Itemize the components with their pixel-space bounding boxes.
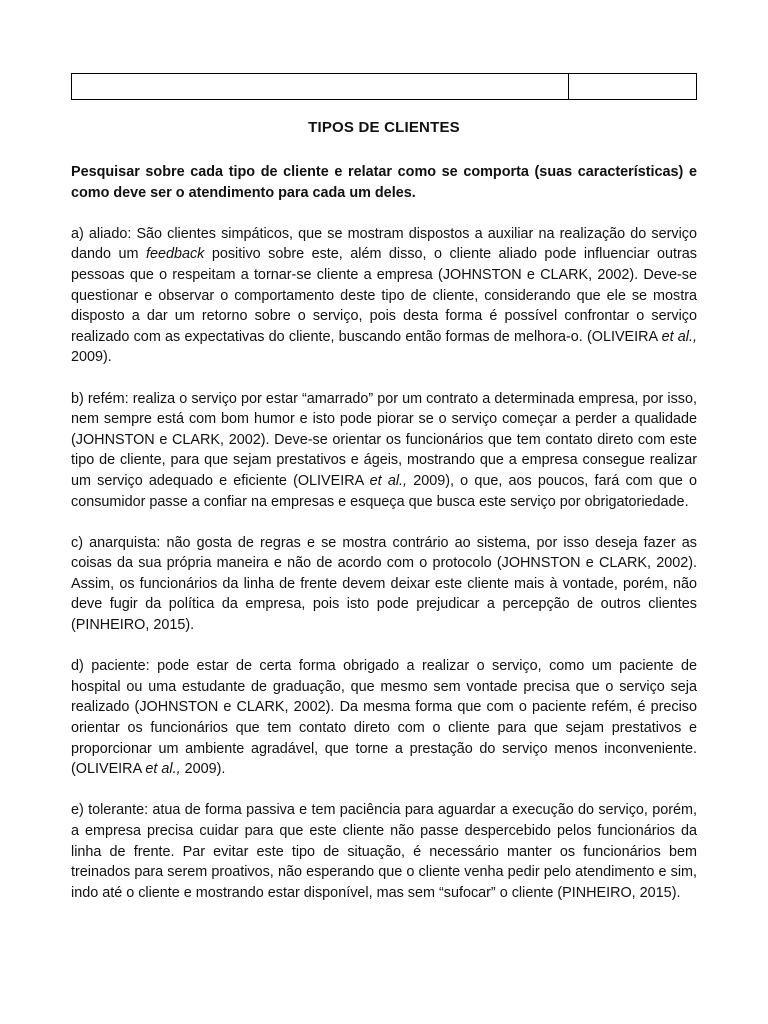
header-table	[71, 73, 697, 100]
italic-text: feedback	[145, 246, 205, 263]
italic-text: et al.,	[145, 761, 181, 778]
italic-text: et al.,	[661, 328, 697, 345]
paragraph-text: 2009).	[180, 761, 226, 778]
paragraph-text: 2009).	[71, 349, 112, 366]
paragraph-text: a) aliado: São clientes simpáticos, que se mostram dispostos a auxiliar na realização do serviço dando um	[71, 225, 697, 263]
paragraph-aliado	[71, 224, 697, 368]
paragraph-text: c) anarquista: não gosta de regras e se mostra contrário ao sistema, por isso deseja fazer as coisas da sua própria maneira e não de acordo com o protocolo (JOHNSTON e CLARK, 2002). Assim, os funcionários da linha de frente devem deixar este cliente mais à vontade, porém, não deve fugir da política da empresa, pois isto pode prejudicar a percepção de outros clientes (PINHEIRO, 2015).	[71, 534, 697, 634]
paragraph-anarquista	[71, 533, 697, 636]
paragraph-text: b) refém: realiza o serviço por estar “amarrado” por um contrato a determinada empresa, por isso, nem sempre está com bom humor e isto pode piorar se o serviço começar a perder a qualidade (JOHNSTON e CLARK, 2002). Deve-se orientar os funcionários que tem contato direto com este tipo de cliente, para que sejam prestativos e ágeis, mostrando que a empresa consegue realizar um serviço adequado e eficiente (OLIVEIRA	[71, 390, 697, 489]
intro-instruction: Pesquisar sobre cada tipo de cliente e relatar como se comporta (suas características) e como deve ser o atendimento para cada um deles.	[71, 164, 697, 201]
paragraph-text: d) paciente: pode estar de certa forma obrigado a realizar o serviço, como um paciente de hospital ou uma estudante de graduação, que mesmo sem vontade precisa que o serviço seja realizado (JOHNSTON e CLARK, 2002). Da mesma forma que com o paciente refém, é preciso orientar os funcionários que tem contato direto com o cliente para que sejam prestativos e proporcionar um ambiente agradável, que torne a prestação do serviço menos inconveniente. (OLIVEIRA	[71, 658, 697, 778]
paragraph-tolerante	[71, 800, 697, 903]
header-cell-right	[569, 74, 696, 99]
document-body	[71, 162, 697, 924]
paragraph-refem	[71, 389, 697, 513]
paragraph-text: positivo sobre este, além disso, o cliente aliado pode influenciar outras pessoas que o respeitam a tornar-se cliente a empresa (JOHNSTON e CLARK, 2002). Deve-se questionar e observar o comportamento deste tipo de cliente, considerando que ele se mostra disposto a dar um retorno sobre o serviço, pois desta forma é possível confrontar o serviço realizado com as expectativas do cliente, buscando então formas de melhora-o. (OLIVEIRA	[71, 246, 697, 345]
paragraph-text: 2009), o que, aos poucos, fará com que o consumidor passe a confiar na empresas e esqueça que busca este serviço por obrigatoriedade.	[71, 472, 697, 510]
paragraph-paciente	[71, 656, 697, 780]
document-title: TIPOS DE CLIENTES	[308, 119, 460, 136]
paragraph-list	[71, 224, 697, 904]
header-cell-left	[72, 74, 569, 99]
paragraph-text: e) tolerante: atua de forma passiva e tem paciência para aguardar a execução do serviço, porém, a empresa precisa cuidar para que este cliente não passe despercebido pelos funcionários da linha de frente. Par evitar este tipo de situação, é necessário manter os funcionários bem treinados para serem proativos, não esperando que o cliente venha pedir pelo atendimento e sim, indo até o cliente e mostrando estar disponível, mas sem “sufocar” o cliente (PINHEIRO, 2015).	[71, 802, 697, 901]
italic-text: et al.,	[369, 472, 408, 489]
